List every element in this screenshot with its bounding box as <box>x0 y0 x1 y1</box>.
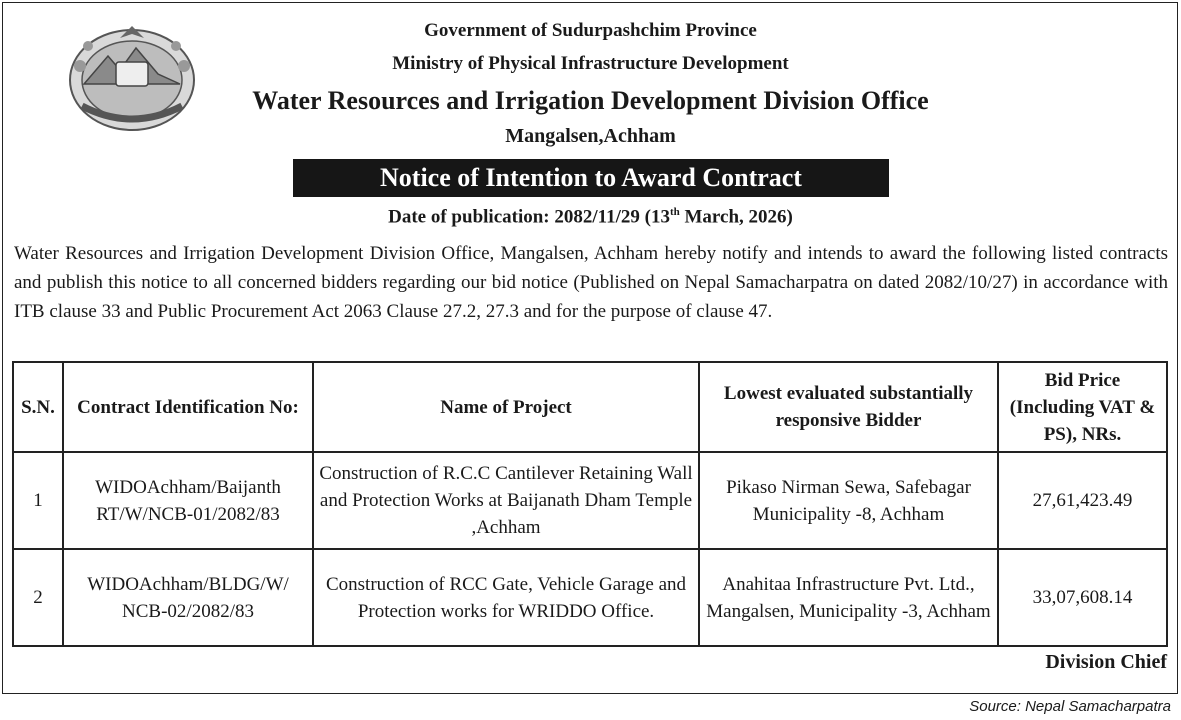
cell-bid-price: 33,07,608.14 <box>998 549 1167 646</box>
government-title: Government of Sudurpashchim Province <box>424 20 757 41</box>
cell-sn: 2 <box>13 549 63 646</box>
cell-contract-id: WIDOAchham/Baijanth RT/W/NCB-01/2082/83 <box>63 452 313 549</box>
header-bidder: Lowest evaluated substantially responsive Bidder <box>699 362 998 452</box>
signoff-division-chief: Division Chief <box>1045 651 1167 673</box>
header-sn: S.N. <box>13 362 63 452</box>
table-row <box>13 549 1167 646</box>
cell-sn: 1 <box>13 452 63 549</box>
cell-bidder: Pikaso Nirman Sewa, Safebagar Municipality -8, Achham <box>699 452 998 549</box>
header-contract-id: Contract Identification No: <box>63 362 313 452</box>
office-title: Water Resources and Irrigation Development Division Office <box>252 86 929 115</box>
header-bid-price: Bid Price (Including VAT & PS), NRs. <box>998 362 1167 452</box>
cell-project-name: Construction of R.C.C Cantilever Retaining Wall and Protection Works at Baijanath Dham Temple ,Achham <box>313 452 699 549</box>
cell-project-name: Construction of RCC Gate, Vehicle Garage and Protection works for WRIDDO Office. <box>313 549 699 646</box>
office-location: Mangalsen,Achham <box>505 125 676 147</box>
source-credit: Source: Nepal Samacharpatra <box>969 698 1171 715</box>
header-project-name: Name of Project <box>313 362 699 452</box>
notice-intro-paragraph: Water Resources and Irrigation Development Division Office, Mangalsen, Achham hereby notify and intends to award the following listed contracts and publish this notice to all concerned bidders regarding our bid notice (Published on Nepal Samacharpatra on dated 2082/10/27) in accordance with ITB clause 33 and Public Procurement Act 2063 Clause 27.2, 27.3 and for the purpose of clause 47. <box>14 243 1168 322</box>
cell-contract-id: WIDOAchham/BLDG/W/ NCB-02/2082/83 <box>63 549 313 646</box>
ministry-title: Ministry of Physical Infrastructure Development <box>392 53 789 74</box>
cell-bid-price: 27,61,423.49 <box>998 452 1167 549</box>
publication-date: Date of publication: 2082/11/29 (13th March, 2026) <box>388 206 793 228</box>
cell-bidder: Anahitaa Infrastructure Pvt. Ltd., Mangalsen, Municipality -3, Achham <box>699 549 998 646</box>
notice-title-banner: Notice of Intention to Award Contract <box>293 159 889 197</box>
contracts-table <box>12 361 1168 647</box>
table-header-row <box>13 362 1167 452</box>
table-row <box>13 452 1167 549</box>
